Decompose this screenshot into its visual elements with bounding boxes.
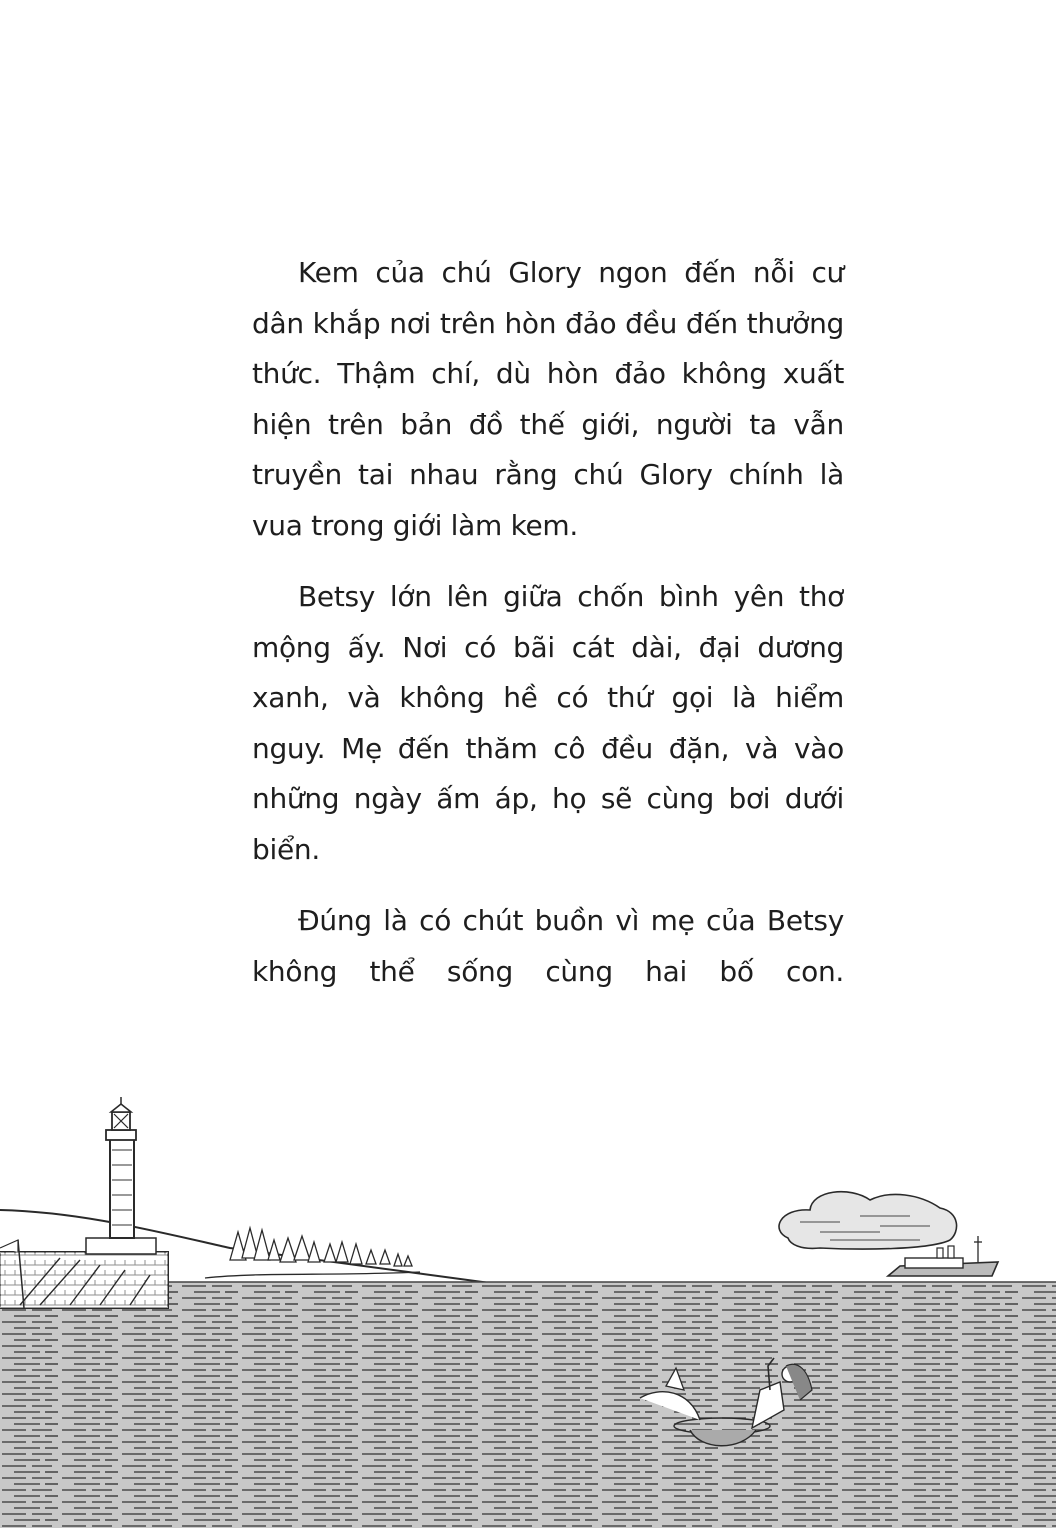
paragraph-1: Kem của chú Glory ngon đến nỗi cư dân khắp nơi trên hòn đảo đều đến thưởng thức. Thậm chí, dù hòn đảo không xuất hiện trên bản đồ thế giới, người ta vẫn truyền tai nhau rằng chú Glory chính là vua trong giới làm kem. — [252, 256, 844, 542]
story-text — [252, 248, 844, 1018]
pine-trees — [205, 1228, 420, 1278]
harbor-buildings — [0, 1238, 168, 1308]
seascape-illustration — [0, 1090, 1056, 1528]
lighthouse — [106, 1097, 136, 1238]
paragraph-3: Đúng là có chút buồn vì mẹ của Betsy không thể sống cùng hai bố con. — [252, 904, 844, 988]
sea — [0, 1282, 1056, 1528]
smoke-cloud — [779, 1192, 957, 1249]
paragraph-2: Betsy lớn lên giữa chốn bình yên thơ mộng ấy. Nơi có bãi cát dài, đại dương xanh, và không hề có thứ gọi là hiểm nguy. Mẹ đến thăm cô đều đặn, và vào những ngày ấm áp, họ sẽ cùng bơi dưới biển. — [252, 580, 844, 866]
